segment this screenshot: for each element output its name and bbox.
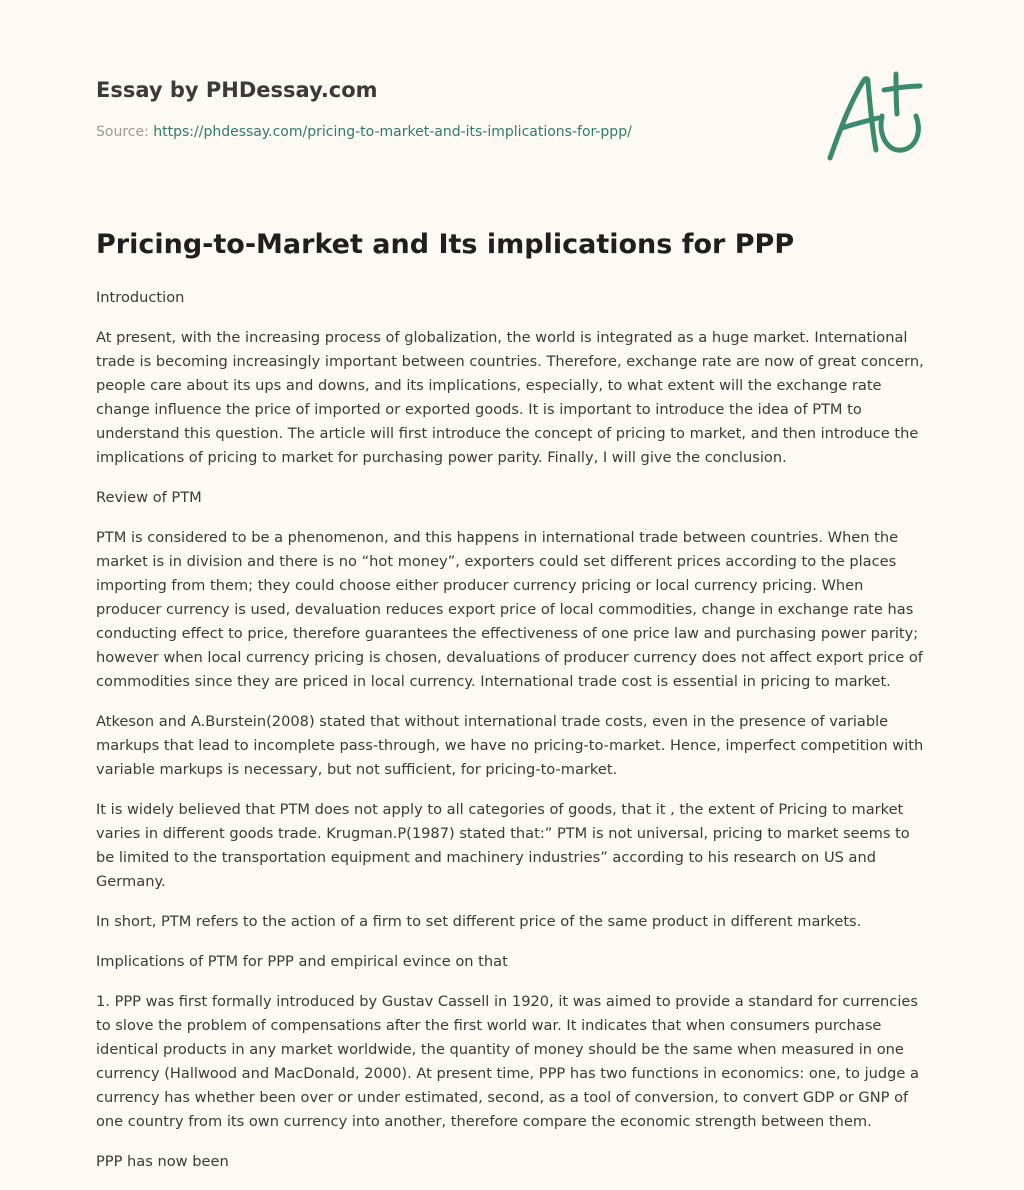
paragraph: PTM is considered to be a phenomenon, and this happens in international trade between countries. When the market is in division and there is no “hot money”, exporters could set different prices according to the places importing from them; they could choose either producer currency pricing or local currency pricing. When producer currency is used, devaluation reduces export price of local commodities, change in exchange rate has conducting effect to price, therefore guarantees the effectiveness of one price law and purchasing power parity; however when local currency pricing is chosen, devaluations of producer currency does not affect export price of commodities since they are priced in local currency. International trade cost is essential in pricing to market. [96,529,923,690]
essay-title: Pricing-to-Market and Its implications for PPP [96,229,795,260]
section-heading-introduction: Introduction [96,289,185,306]
paragraph: 1. PPP was first formally introduced by Gustav Cassell in 1920, it was aimed to provide a standard for currencies to slove the problem of compensations after the first world war. It indicates that when consumers purchase identical products in any market worldwide, the quantity of money should be the same when measured in one currency (Hallwood and MacDonald, 2000). At present time, PPP has two functions in economics: one, to judge a currency has whether been over or under estimated, second, as a tool of conversion, to convert GDP or GNP of one country from its own currency into another, therefore compare the economic strength between them. [96,993,919,1130]
a-plus-logo-svg [818,66,928,166]
a-plus-grade-icon [818,66,928,166]
site-header [96,76,796,141]
section-heading-review: Review of PTM [96,489,202,506]
paragraph: It is widely believed that PTM does not apply to all categories of goods, that it , the extent of Pricing to market varies in different goods trade. Krugman.P(1987) stated that:” PTM is not universal, pricing to market seems to be limited to the transportation equipment and machinery industries” according to his research on US and Germany. [96,801,910,890]
paragraph: PPP has now been [96,1153,229,1170]
section-heading-implications: Implications of PTM for PPP and empirical evince on that [96,953,508,970]
site-name: Essay by PHDessay.com [96,78,378,102]
source-label: Source: [96,124,154,140]
source-line [96,123,796,141]
paragraph: Atkeson and A.Burstein(2008) stated that without international trade costs, even in the presence of variable markups that lead to incomplete pass-through, we have no pricing-to-market. Hence, imperfect competition with variable markups is necessary, but not sufficient, for pricing-to-market. [96,713,924,778]
essay-body [96,286,932,1190]
source-link[interactable]: https://phdessay.com/pricing-to-market-and-its-implications-for-ppp/ [153,124,632,140]
paragraph: At present, with the increasing process of globalization, the world is integrated as a huge market. International trade is becoming increasingly important between countries. Therefore, exchange rate are now of great concern, people care about its ups and downs, and its implications, especially, to what extent will the exchange rate change influence the price of imported or exported goods. It is important to introduce the idea of PTM to understand this question. The article will first introduce the concept of pricing to market, and then introduce the implications of pricing to market for purchasing power parity. Finally, I will give the conclusion. [96,329,924,466]
paragraph: In short, PTM refers to the action of a firm to set different price of the same product in different markets. [96,913,862,930]
